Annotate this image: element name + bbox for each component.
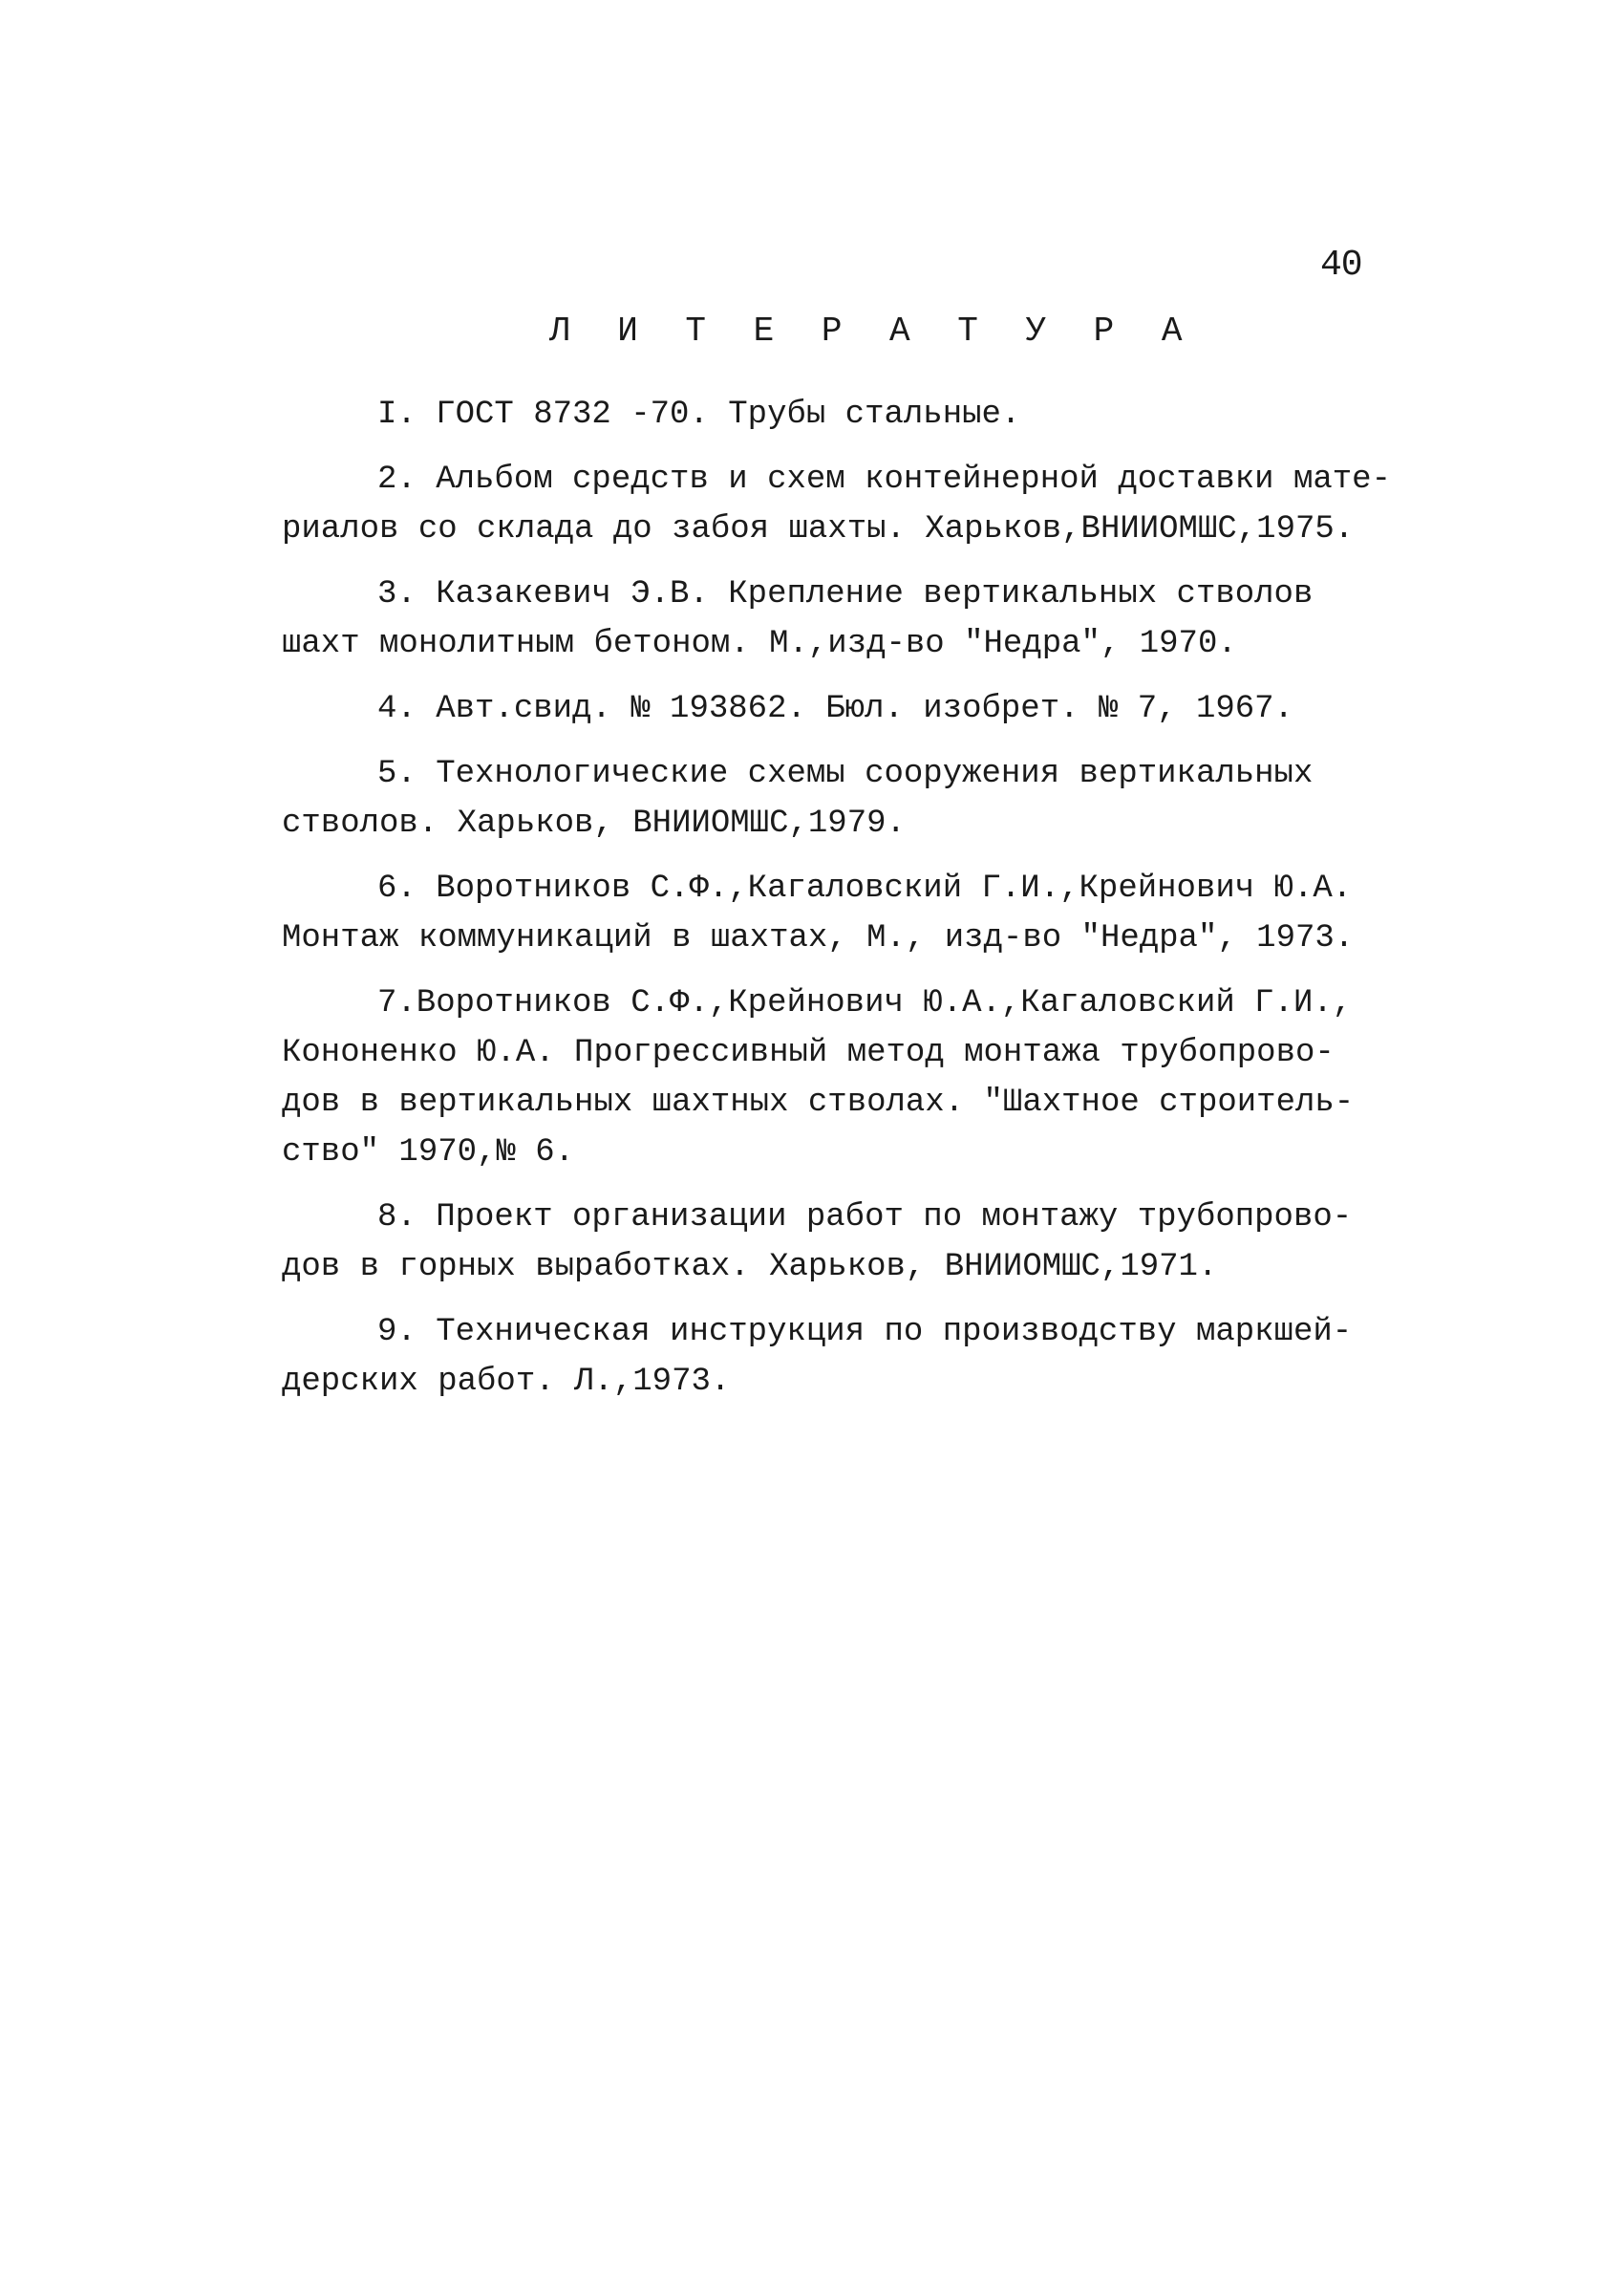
reference-item-6: 6. Воротников С.Ф.,Кагаловский Г.И.,Крейнович Ю.А. Монтаж коммуникаций в шахтах, М., изд-во "Недра", 1973. <box>282 871 1355 957</box>
reference-item-2: 2. Альбом средств и схем контейнерной доставки мате- риалов со склада до забоя шахты. Харьков,ВНИИОМШС,1975. <box>282 462 1391 548</box>
reference-list <box>282 390 1400 1422</box>
reference-item-4: 4. Авт.свид. № 193862. Бюл. изобрет. № 7, 1967. <box>377 691 1293 727</box>
reference-item-3: 3. Казакевич Э.В. Крепление вертикальных стволов шахт монолитным бетоном. М.,изд-во "Недра", 1970. <box>282 576 1314 662</box>
reference-item-9: 9. Техническая инструкция по производству маркшей- дерских работ. Л.,1973. <box>282 1314 1353 1400</box>
reference-item-1: I. ГОСТ 8732 -70. Трубы стальные. <box>377 397 1021 433</box>
reference-item-5: 5. Технологические схемы сооружения вертикальных стволов. Харьков, ВНИИОМШС,1979. <box>282 756 1314 842</box>
page-title: Л И Т Е Р А Т У Р А <box>549 312 1196 351</box>
page-number: 40 <box>1320 245 1362 286</box>
reference-item-8: 8. Проект организации работ по монтажу трубопрово- дов в горных выработках. Харьков, ВНИИОМШС,1971. <box>282 1199 1353 1285</box>
reference-item-7: 7.Воротников С.Ф.,Крейнович Ю.А.,Кагаловский Г.И., Кононенко Ю.А. Прогрессивный метод монтажа трубопрово- дов в вертикальных шахтных стволах. "Шахтное строитель- ство" 1970,№ 6. <box>282 985 1355 1171</box>
